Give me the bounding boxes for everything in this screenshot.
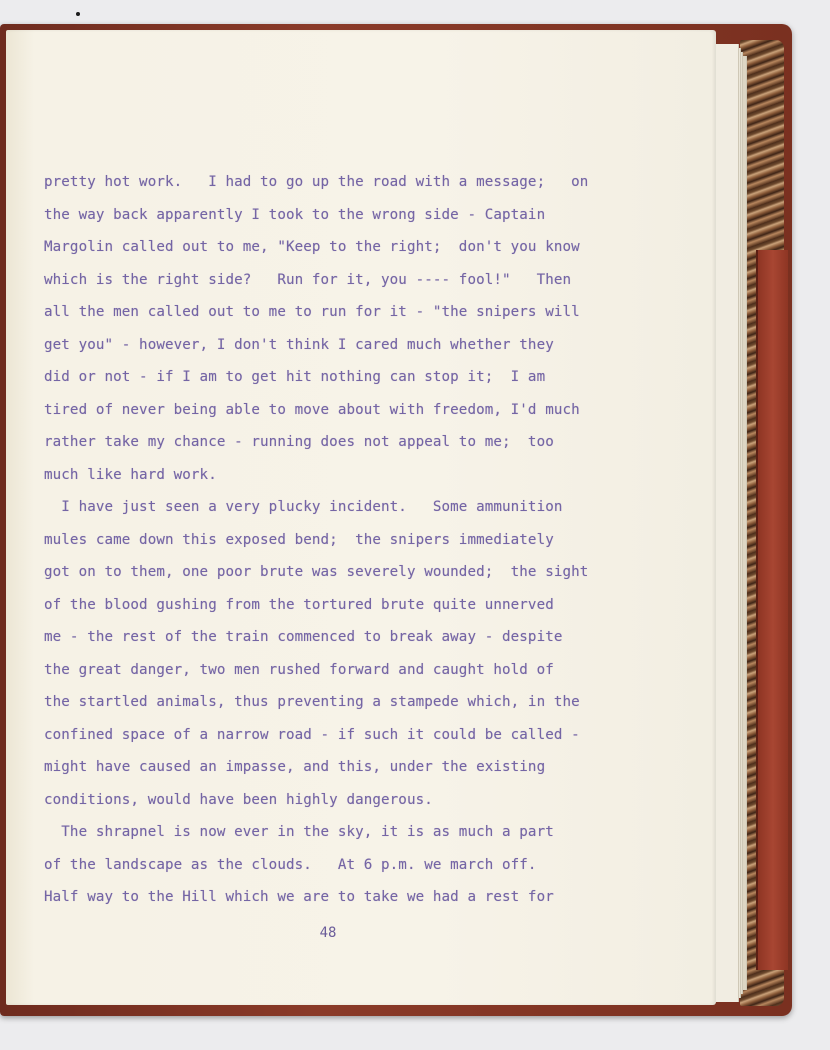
text-line: might have caused an impasse, and this, under the existing <box>44 759 546 775</box>
text-line: got on to them, one poor brute was severely wounded; the sight <box>44 564 589 580</box>
typewritten-text <box>44 166 684 914</box>
page-stack-edge <box>712 44 739 1002</box>
text-line: all the men called out to me to run for it - "the snipers will <box>44 304 580 320</box>
text-line: pretty hot work. I had to go up the road with a message; on <box>44 174 589 190</box>
dust-speck <box>76 12 80 16</box>
text-line: mules came down this exposed bend; the snipers immediately <box>44 531 554 548</box>
leather-spine-strip <box>756 250 788 970</box>
text-line: the startled animals, thus preventing a stampede which, in the <box>44 694 580 710</box>
text-line: Half way to the Hill which we are to take we had a rest for <box>44 889 554 905</box>
text-line: the way back apparently I took to the wrong side - Captain <box>44 206 546 223</box>
text-line: much like hard work. <box>44 466 217 483</box>
text-line: I have just seen a very plucky incident. Some ammunition <box>44 499 563 515</box>
text-line: conditions, would have been highly dangerous. <box>44 791 433 808</box>
text-line: the great danger, two men rushed forward and caught hold of <box>44 661 554 678</box>
text-line: The shrapnel is now ever in the sky, it is as much a part <box>44 824 554 840</box>
text-line: tired of never being able to move about with freedom, I'd much <box>44 401 580 418</box>
text-line: me - the rest of the train commenced to break away - despite <box>44 629 563 645</box>
text-line: Margolin called out to me, "Keep to the right; don't you know <box>44 239 580 255</box>
text-line: of the landscape as the clouds. At 6 p.m. we march off. <box>44 856 537 873</box>
text-line: get you" - however, I don't think I cared much whether they <box>44 336 554 353</box>
text-line: did or not - if I am to get hit nothing can stop it; I am <box>44 369 546 385</box>
text-line: which is the right side? Run for it, you ---- fool!" Then <box>44 271 572 288</box>
text-line: rather take my chance - running does not appeal to me; too <box>44 434 554 450</box>
text-line: confined space of a narrow road - if such it could be called - <box>44 726 580 743</box>
text-line: of the blood gushing from the tortured brute quite unnerved <box>44 596 554 613</box>
page-number: 48 <box>319 925 337 941</box>
